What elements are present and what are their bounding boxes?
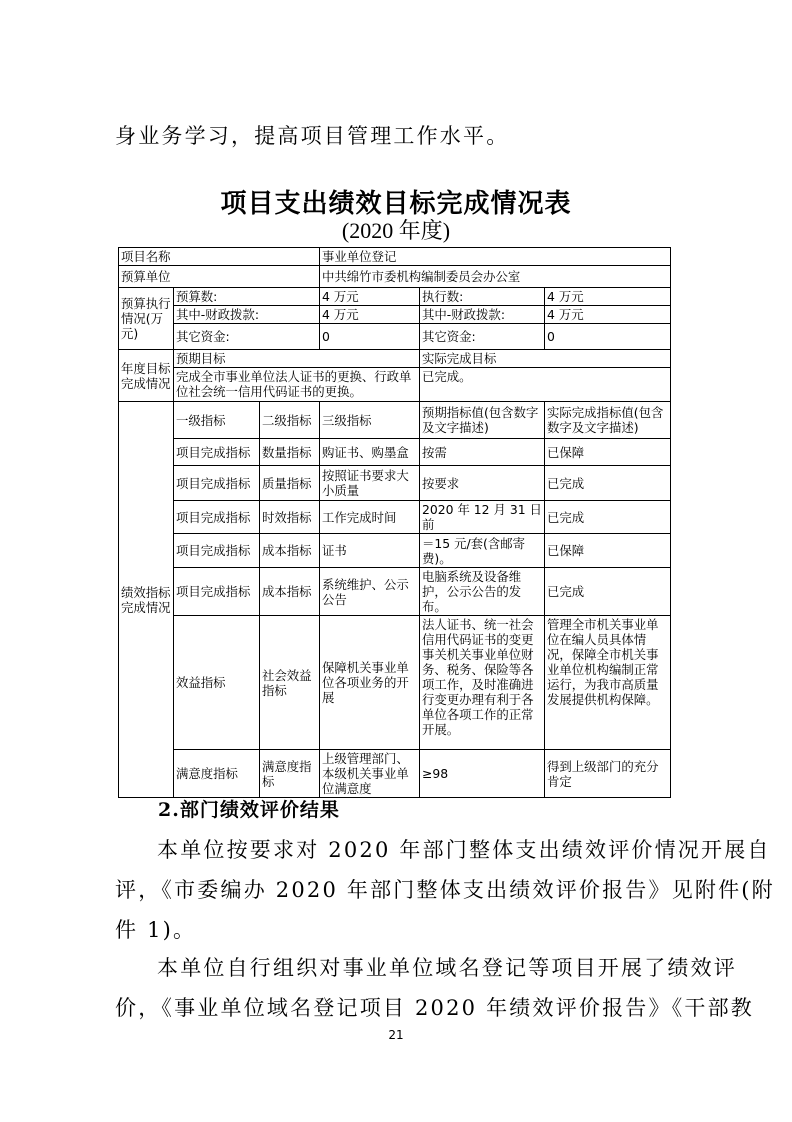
header-actual: 实际完成指标值(包含数字及文字描述) bbox=[545, 402, 671, 439]
table-cell: 满意度指标 bbox=[174, 750, 260, 798]
expected-goal-text: 完成全市事业单位法人证书的更换、行政单位社会统一信用代码证书的更换。 bbox=[174, 368, 420, 402]
fiscal-value: 4 万元 bbox=[320, 306, 420, 324]
paragraph-line: 件 1)。 bbox=[115, 918, 197, 942]
header-level3: 三级指标 bbox=[320, 402, 420, 439]
table-cell: 项目完成指标 bbox=[174, 568, 260, 616]
budget-amount-value: 4 万元 bbox=[320, 288, 420, 306]
paragraph bbox=[115, 830, 775, 950]
table-cell: 已保障 bbox=[545, 439, 671, 466]
table-cell: 保障机关事业单位各项业务的开展 bbox=[320, 616, 420, 750]
table-cell: 项目完成指标 bbox=[174, 439, 260, 466]
fiscal-value: 4 万元 bbox=[545, 306, 671, 324]
intro-text: 身业务学习，提高项目管理工作水平。 bbox=[115, 124, 510, 148]
table-cell: ≥98 bbox=[420, 750, 545, 798]
table-cell: 按需 bbox=[420, 439, 545, 466]
paragraph bbox=[115, 948, 754, 1028]
budget-unit-label: 预算单位 bbox=[119, 266, 320, 288]
table-cell: 2020 年 12 月 31 日前 bbox=[420, 501, 545, 534]
exec-amount-value: 4 万元 bbox=[545, 288, 671, 306]
table-cell: 证书 bbox=[320, 534, 420, 568]
table-cell: 项目完成指标 bbox=[174, 466, 260, 501]
table-cell: 成本指标 bbox=[260, 568, 320, 616]
paragraph-line: 本单位自行组织对事业单位域名登记等项目开展了绩效评 bbox=[157, 956, 737, 980]
actual-goal-label: 实际完成目标 bbox=[420, 350, 671, 368]
table-cell: 成本指标 bbox=[260, 534, 320, 568]
section-heading: 2.部门绩效评价结果 bbox=[158, 799, 340, 821]
table-cell: 已完成 bbox=[545, 568, 671, 616]
annual-goal-label: 年度目标完成情况 bbox=[119, 350, 174, 402]
table-cell: 管理全市机关事业单位在编人员具体情况，保障全市机关事业单位机构编制正常运行，为我市高质量发展提供机构保障。 bbox=[545, 616, 671, 750]
budget-amount-label: 预算数: bbox=[174, 288, 320, 306]
table-cell: 满意度指标 bbox=[260, 750, 320, 798]
table-title: 项目支出绩效目标完成情况表 bbox=[220, 189, 572, 219]
table-cell: 项目完成指标 bbox=[174, 501, 260, 534]
table-cell: 数量指标 bbox=[260, 439, 320, 466]
other-funds-label: 其它资金: bbox=[420, 324, 545, 350]
header-expected: 预期指标值(包含数字及文字描述) bbox=[420, 402, 545, 439]
paragraph-line: 本单位按要求对 2020 年部门整体支出绩效评价情况开展自 bbox=[157, 838, 771, 862]
table-cell: ＝15 元/套(含邮寄费)。 bbox=[420, 534, 545, 568]
table-cell: 时效指标 bbox=[260, 501, 320, 534]
table-cell: 已完成 bbox=[545, 501, 671, 534]
other-funds-value: 0 bbox=[320, 324, 420, 350]
table-cell: 已保障 bbox=[545, 534, 671, 568]
expected-goal-label: 预期目标 bbox=[174, 350, 420, 368]
page-number: 21 bbox=[388, 1028, 404, 1042]
other-funds-value: 0 bbox=[545, 324, 671, 350]
perf-label: 绩效指标完成情况 bbox=[119, 402, 174, 798]
project-name-value: 事业单位登记 bbox=[320, 248, 671, 266]
paragraph-line: 价，《事业单位域名登记项目 2020 年绩效评价报告》《干部教 bbox=[115, 996, 754, 1020]
table-subtitle: (2020 年度) bbox=[341, 218, 451, 243]
budget-unit-value: 中共绵竹市委机构编制委员会办公室 bbox=[320, 266, 671, 288]
fiscal-label: 其中-财政拨款: bbox=[174, 306, 320, 324]
header-level2: 二级指标 bbox=[260, 402, 320, 439]
table-cell: 按要求 bbox=[420, 466, 545, 501]
exec-amount-label: 执行数: bbox=[420, 288, 545, 306]
other-funds-label: 其它资金: bbox=[174, 324, 320, 350]
table-cell: 按照证书要求大小质量 bbox=[320, 466, 420, 501]
budget-exec-label: 预算执行情况(万元) bbox=[119, 288, 174, 350]
header-level1: 一级指标 bbox=[174, 402, 260, 439]
performance-table bbox=[118, 247, 671, 798]
table-cell: 已完成 bbox=[545, 466, 671, 501]
project-name-label: 项目名称 bbox=[119, 248, 320, 266]
table-cell: 社会效益指标 bbox=[260, 616, 320, 750]
table-cell: 系统维护、公示公告 bbox=[320, 568, 420, 616]
table-cell: 上级管理部门、本级机关事业单位满意度 bbox=[320, 750, 420, 798]
table-cell: 得到上级部门的充分肯定 bbox=[545, 750, 671, 798]
table-cell: 质量指标 bbox=[260, 466, 320, 501]
table-cell: 工作完成时间 bbox=[320, 501, 420, 534]
fiscal-label: 其中-财政拨款: bbox=[420, 306, 545, 324]
table-cell: 项目完成指标 bbox=[174, 534, 260, 568]
table-cell: 电脑系统及设备维护，公示公告的发布。 bbox=[420, 568, 545, 616]
table-cell: 购证书、购墨盒 bbox=[320, 439, 420, 466]
paragraph-line: 评，《市委编办 2020 年部门整体支出绩效评价报告》见附件(附 bbox=[115, 878, 775, 902]
table-cell: 法人证书、统一社会信用代码证书的变更事关机关事业单位财务、税务、保险等各项工作，及时准确进行变更办理有利于各单位各项工作的正常开展。 bbox=[420, 616, 545, 750]
actual-goal-text: 已完成。 bbox=[420, 368, 671, 402]
table-cell: 效益指标 bbox=[174, 616, 260, 750]
